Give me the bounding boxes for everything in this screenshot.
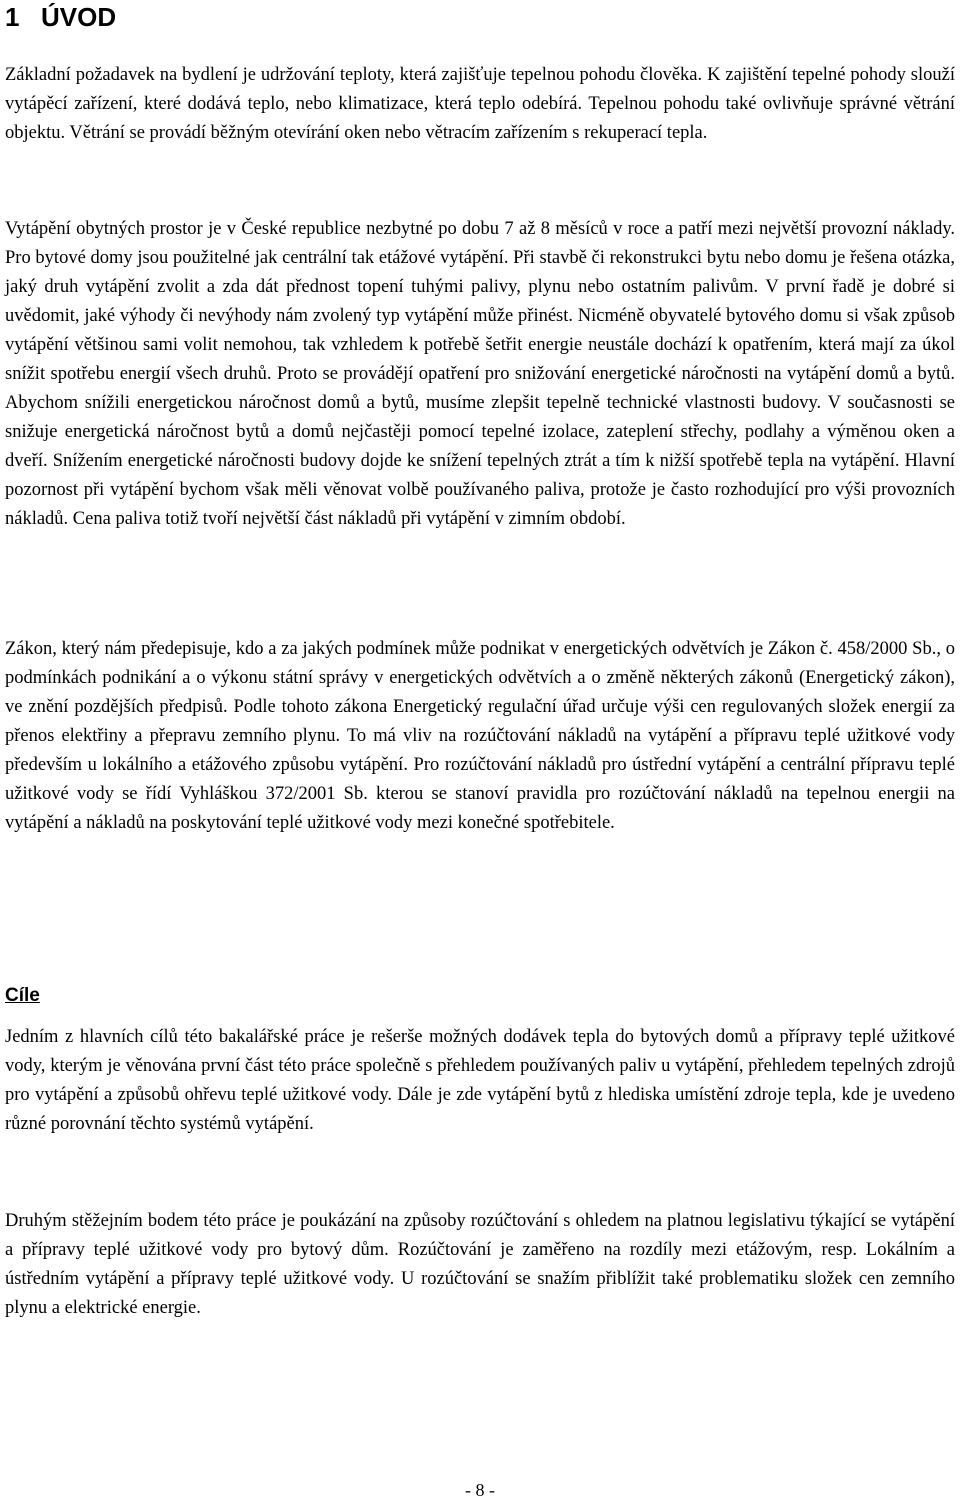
goals-heading: Cíle (5, 985, 40, 1006)
goals-paragraph: Jedním z hlavních cílů této bakalářské práce je rešerše možných dodávek tepla do bytových domů a přípravy teplé užitkové vody, kterým je věnována první část této práce společně s přehledem používaných paliv u vytápění, přehledem tepelných zdrojů pro vytápění a způsobů ohřevu teplé užitkové vody. Dále je zde vytápění bytů z hlediska umístění zdroje tepla, kde je uvedeno různé porovnání těchto systémů vytápění. (5, 1027, 955, 1134)
intro-paragraph: Vytápění obytných prostor je v České republice nezbytné po dobu 7 až 8 měsíců v roce a patří mezi největší provozní náklady. Pro bytové domy jsou použitelné jak centrální tak etážové vytápění. Při stavbě či rekonstrukci bytu nebo domu je řešena otázka, jaký druh vytápění zvolit a zda dát přednost topení tuhými palivy, plynu nebo ostatním palivům. V první řadě je dobré si uvědomit, jaké výhody či nevýhody nám zvolený typ vytápění může přinést. Nicméně obyvatelé bytového domu si však způsob vytápění většinou sami volit nemohou, tak vzhledem k potřebě šetřit energie neustále dochází k opatřením, která mají za úkol snížit spotřebu energií všech druhů. Proto se provádějí opatření pro snižování energetické náročnosti na vytápění domů a bytů. Abychom snížili energetickou náročnost domů a bytů, musíme zlepšit tepelně technické vlastnosti budovy. V současnosti se snižuje energetická náročnost bytů a domů nejčastěji pomocí tepelné izolace, zateplení střechy, podlahy a výměnou oken a dveří. Snížením energetické náročnosti budovy dojde ke snížení tepelných ztrát a tím k nižší spotřebě tepla na vytápění. Hlavní pozornost při vytápění bychom však měli věnovat volbě používaného paliva, protože je často rozhodující pro výši provozních nákladů. Cena paliva totiž tvoří největší část nákladů při vytápění v zimním období. (5, 219, 955, 529)
intro-paragraph: Základní požadavek na bydlení je udržování teploty, která zajišťuje tepelnou pohodu člověka. K zajištění tepelné pohody slouží vytápěcí zařízení, které dodává teplo, nebo klimatizace, která teplo odebírá. Tepelnou pohodu také ovlivňuje správné větrání objektu. Větrání se provádí běžným otevírání oken nebo větracím zařízením s rekuperací tepla. (5, 65, 955, 143)
page-number: - 8 - (465, 1480, 495, 1500)
chapter-number: 1 (5, 2, 20, 32)
goals-paragraph: Druhým stěžejním bodem této práce je poukázání na způsoby rozúčtování s ohledem na platnou legislativu týkající se vytápění a přípravy teplé užitkové vody pro bytový dům. Rozúčtování je zaměřeno na rozdíly mezi etážovým, resp. Lokálním a ústředním vytápění a přípravy teplé užitkové vody. U rozúčtování se snažím přiblížit také problematiku složek cen zemního plynu a elektrické energie. (5, 1211, 955, 1318)
intro-paragraph: Zákon, který nám předepisuje, kdo a za jakých podmínek může podnikat v energetických odvětvích je Zákon č. 458/2000 Sb., o podmínkách podnikání a o výkonu státní správy v energetických odvětvích a o změně některých zákonů (Energetický zákon), ve znění pozdějších předpisů. Podle tohoto zákona Energetický regulační úřad určuje výši cen regulovaných složek energií za přenos elektřiny a přepravu zemního plynu. To má vliv na rozúčtování nákladů na vytápění a přípravu teplé užitkové vody především u lokálního a etážového způsobu vytápění. Pro rozúčtování nákladů pro ústřední vytápění a centrální přípravu teplé užitkové vody se řídí Vyhláškou 372/2001 Sb. kterou se stanoví pravidla pro rozúčtování nákladů na tepelnou energii na vytápění a nákladů na poskytování teplé užitkové vody mezi konečné spotřebitele. (5, 639, 955, 833)
chapter-heading (5, 0, 116, 34)
chapter-title: ÚVOD (41, 2, 117, 32)
